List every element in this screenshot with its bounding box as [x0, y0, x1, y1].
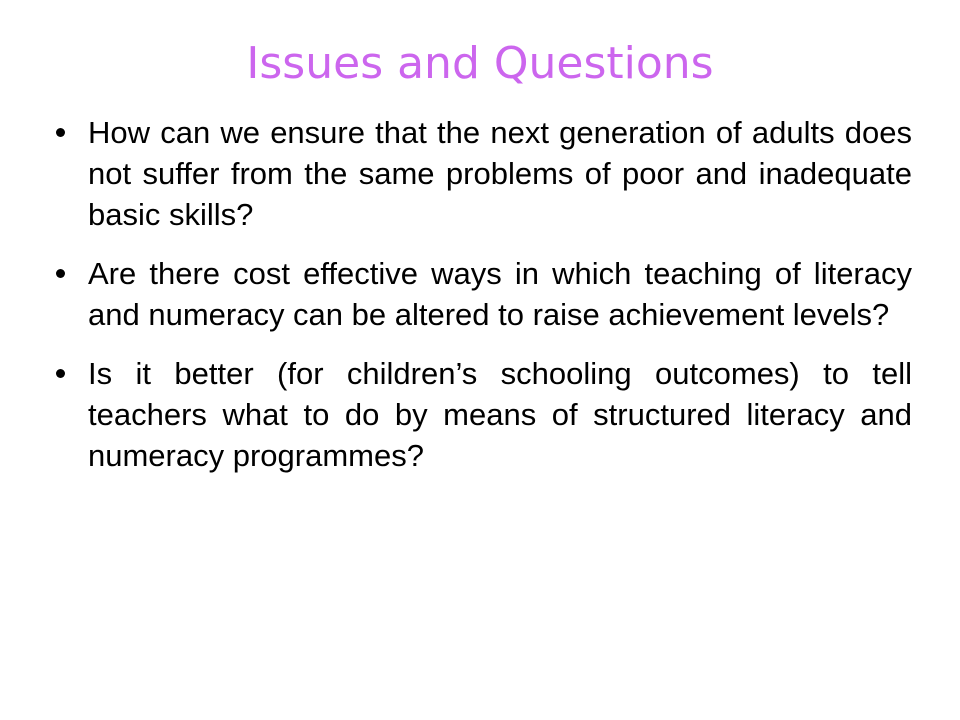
bullet-icon: [56, 128, 65, 137]
bullet-item: [48, 353, 912, 476]
bullet-list: [48, 112, 912, 494]
bullet-item: [48, 253, 912, 335]
bullet-icon: [56, 369, 65, 378]
bullet-text: Is it better (for children’s schooling outcomes) to tell teachers what to do by means of structured literacy and numeracy programmes?: [88, 356, 912, 473]
slide-title: Issues and Questions: [246, 38, 714, 89]
bullet-icon: [56, 269, 65, 278]
bullet-text: How can we ensure that the next generation of adults does not suffer from the same problems of poor and inadequate basic skills?: [88, 115, 912, 232]
bullet-item: [48, 112, 912, 235]
bullet-text: Are there cost effective ways in which teaching of literacy and numeracy can be altered to raise achievement levels?: [88, 256, 912, 332]
